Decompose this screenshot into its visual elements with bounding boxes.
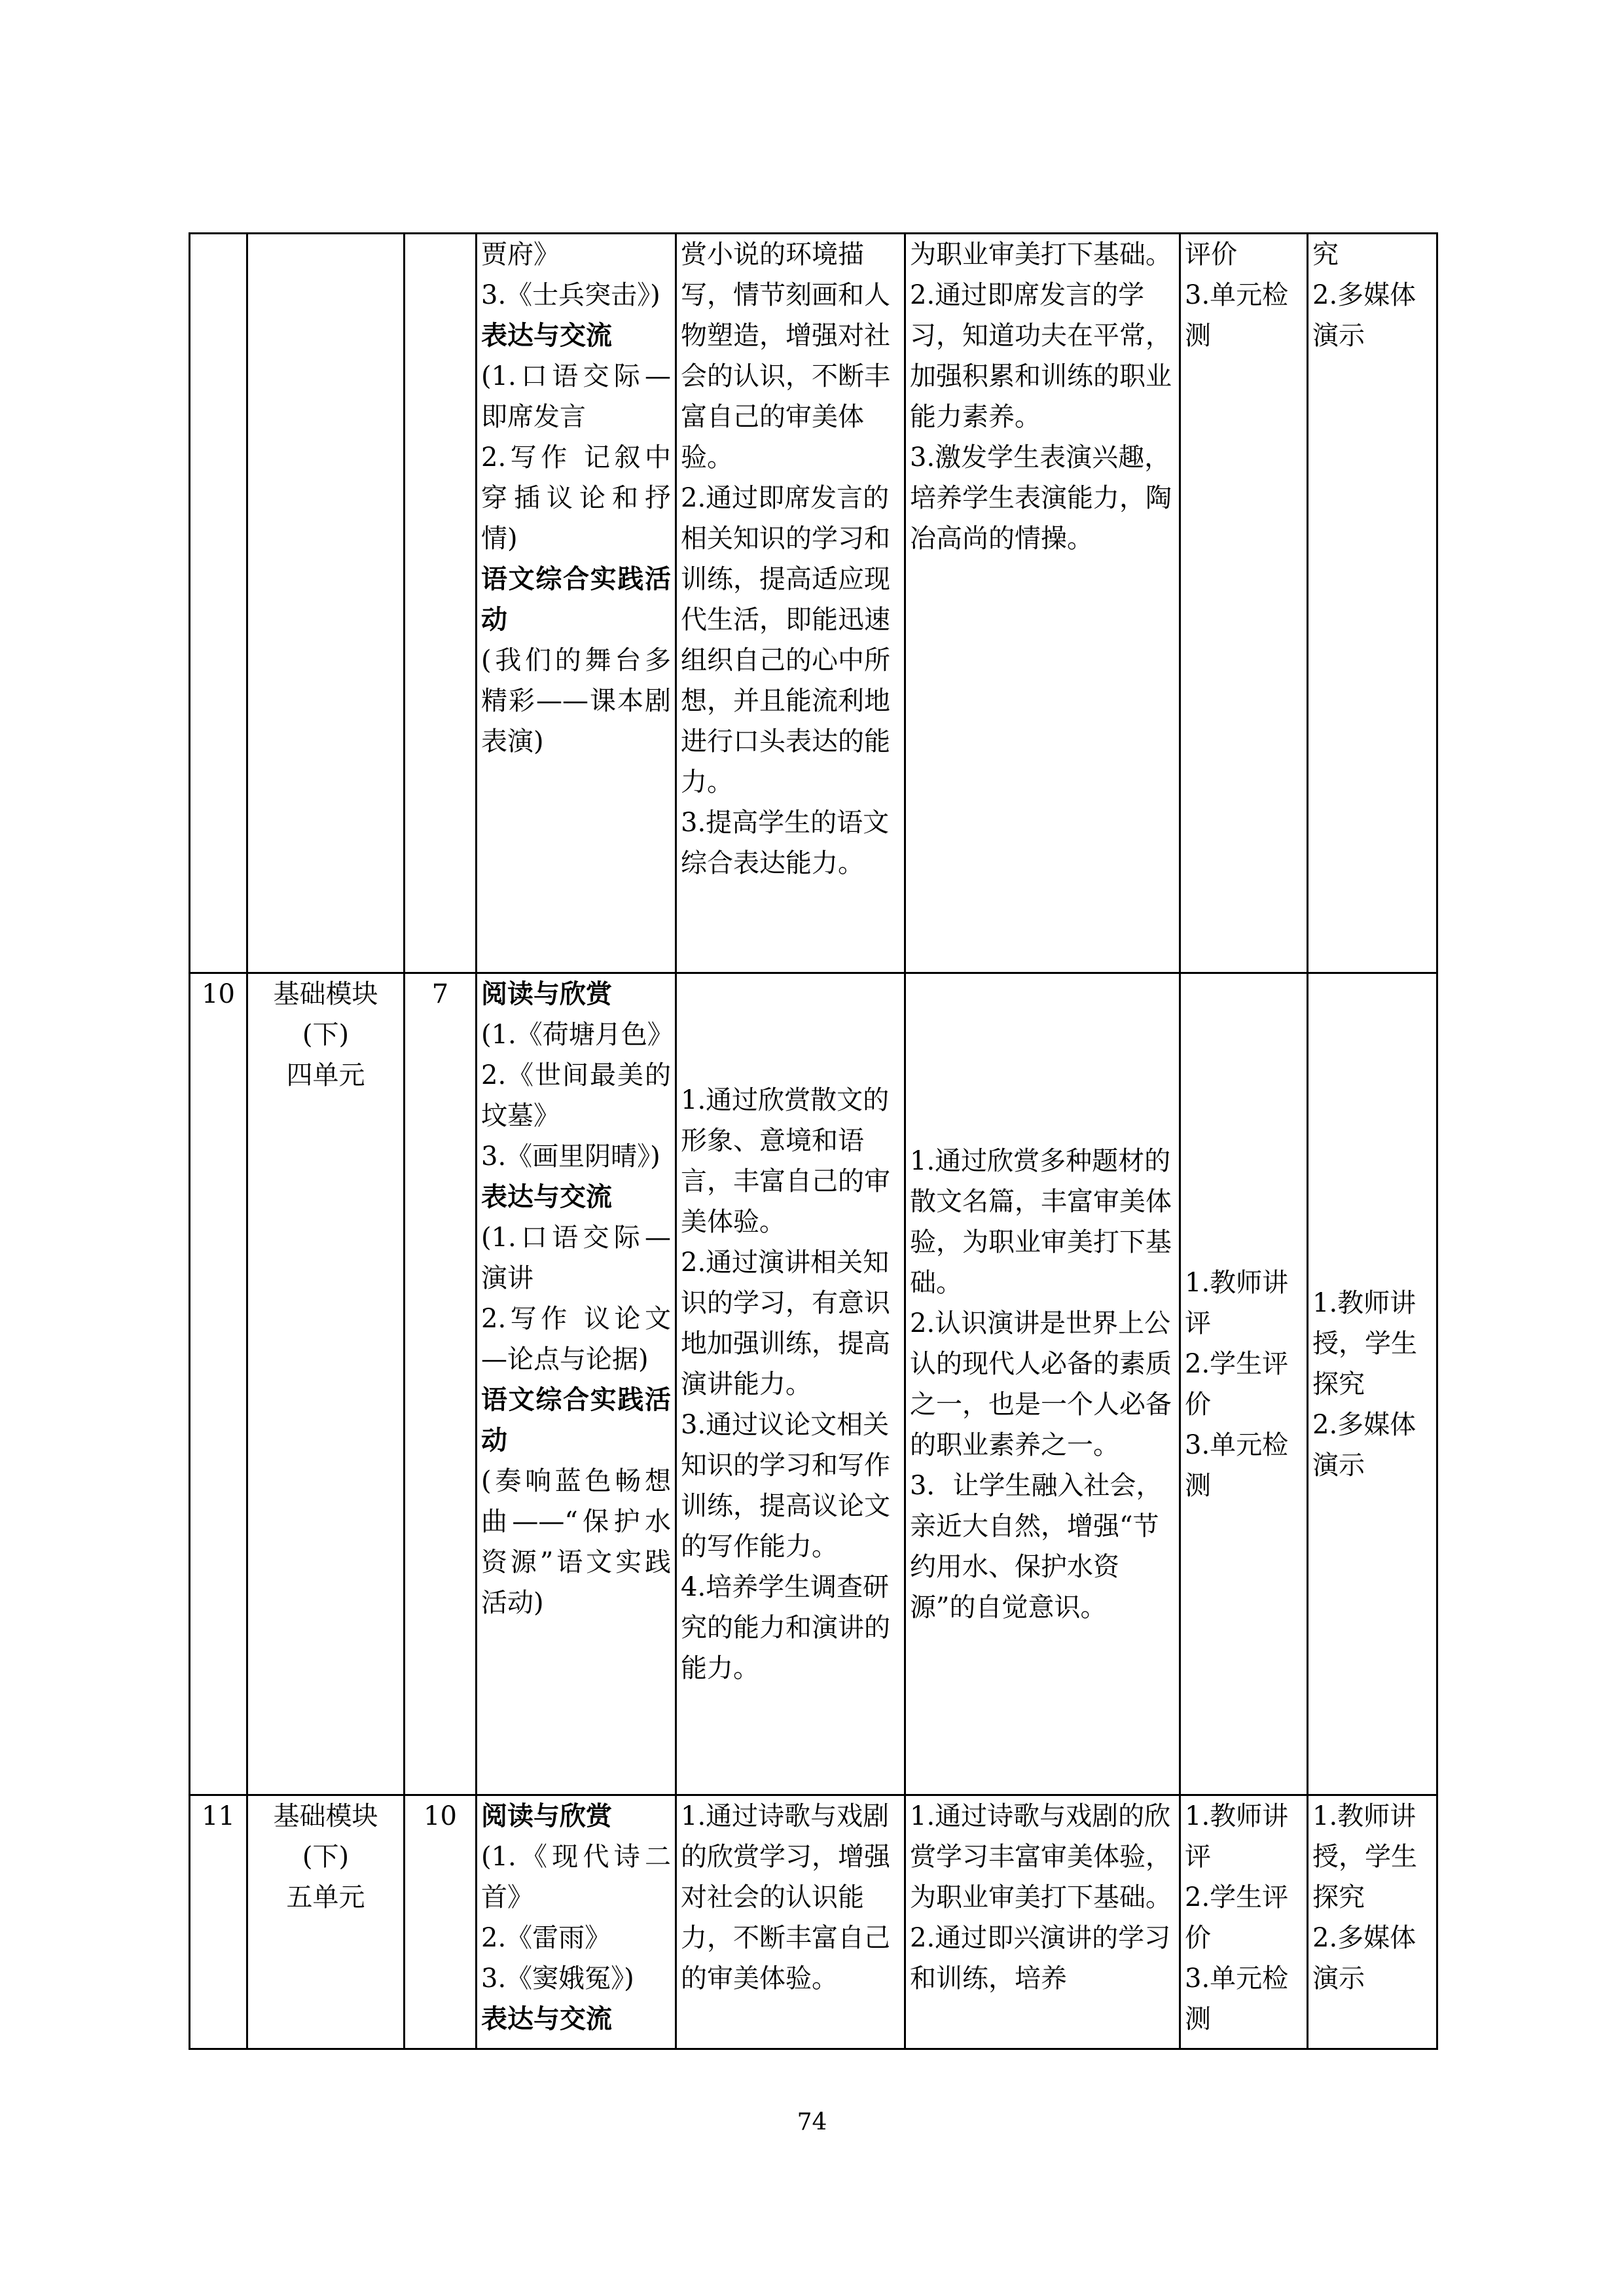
evaluation-text: 1.教师讲评 2.学生评价 3.单元检测	[1185, 1801, 1289, 2034]
module-line: 五单元	[286, 1882, 365, 1912]
goals-cell	[676, 234, 905, 973]
content-line: 2.写作 记叙中穿插议论和抒情)	[481, 442, 671, 554]
content-line: 3.《窦娥冤》)	[481, 1964, 634, 1994]
method-text: 1.教师讲授，学生探究 2.多媒体演示	[1312, 1801, 1417, 1994]
table-row	[190, 973, 1437, 1795]
literacy-cell	[905, 1795, 1180, 2049]
content-line: 2.《雷雨》	[481, 1923, 611, 1953]
content-line: (我们的舞台多精彩——课本剧表演)	[481, 645, 671, 757]
evaluation-cell	[1180, 973, 1308, 1795]
evaluation-text: 评价 3.单元检测	[1185, 240, 1289, 351]
content-line: (1.口语交际—演讲	[481, 1223, 671, 1293]
method-cell	[1308, 1795, 1437, 2049]
literacy-text: 1.通过欣赏多种题材的散文名篇，丰富审美体验，为职业审美打下基础。 2.认识演讲是世界上公认的现代人必备的素质之一，也是一个人必备的职业素养之一。 3．让学生融入社会，亲近大自然，增强“节约用水、保护水资源”的自觉意识。	[910, 1145, 1172, 1623]
goals-cell	[676, 1795, 905, 2049]
goals-text: 赏小说的环境描写，情节刻画和人物塑造，增强对社会的认识，不断丰富自己的审美体验。 2.通过即席发言的相关知识的学习和训练，提高适应现代生活，即能迅速组织自己的心中所想，并且能流利地进行口头表达的能力。 3.提高学生的语文综合表达能力。	[681, 240, 890, 878]
module-cell	[247, 1795, 405, 2049]
table-row	[190, 1795, 1437, 2049]
content-line: (1.《荷塘月色》	[481, 1020, 674, 1050]
evaluation-text: 1.教师讲评 2.学生评价 3.单元检测	[1185, 1267, 1289, 1501]
row-number	[190, 234, 247, 973]
evaluation-cell	[1180, 1795, 1308, 2049]
goals-cell	[676, 973, 905, 1795]
content-line: (1.《现代诗二首》	[481, 1842, 671, 1912]
module-line: 基础模块	[273, 979, 378, 1009]
method-cell	[1308, 973, 1437, 1795]
section-heading: 表达与交流	[481, 320, 612, 351]
content-line: (1.口语交际—即席发言	[481, 361, 671, 432]
content-line: 3.《士兵突击》)	[481, 280, 660, 310]
content-line: 3.《画里阴晴》)	[481, 1141, 660, 1172]
section-heading: 语文综合实践活动	[481, 1384, 671, 1456]
module-line: (下)	[302, 1842, 350, 1872]
literacy-cell	[905, 234, 1180, 973]
module-line: (下)	[302, 1020, 350, 1050]
literacy-text: 1.通过诗歌与戏剧的欣赏学习丰富审美体验，为职业审美打下基础。 2.通过即兴演讲的学习和训练，培养	[910, 1801, 1172, 1994]
content-line: 2.写作 议论文—论点与论据)	[481, 1304, 671, 1374]
page-number: 74	[797, 2109, 827, 2136]
module-cell	[247, 973, 405, 1795]
content-cell	[477, 973, 676, 1795]
literacy-cell	[905, 973, 1180, 1795]
hours-cell	[405, 234, 477, 973]
method-text: 1.教师讲授，学生探究 2.多媒体演示	[1312, 1287, 1417, 1480]
method-cell	[1308, 234, 1437, 973]
content-line: 2.《世间最美的坟墓》	[481, 1060, 671, 1131]
section-heading: 语文综合实践活动	[481, 564, 671, 635]
section-heading: 表达与交流	[481, 2003, 612, 2034]
content-cell	[477, 234, 676, 973]
content-cell	[477, 1795, 676, 2049]
goals-text: 1.通过诗歌与戏剧的欣赏学习，增强对社会的认识能力，不断丰富自己的审美体验。	[681, 1801, 890, 1994]
section-heading: 表达与交流	[481, 1181, 612, 1212]
section-heading: 阅读与欣赏	[481, 978, 612, 1009]
table-row	[190, 234, 1437, 973]
module-line: 基础模块	[273, 1801, 378, 1831]
hours-cell: 7	[405, 973, 477, 1795]
hours-cell: 10	[405, 1795, 477, 2049]
method-text: 究 2.多媒体演示	[1312, 240, 1416, 351]
curriculum-table	[189, 232, 1438, 2050]
section-heading: 阅读与欣赏	[481, 1801, 612, 1831]
content-line: 贾府》	[481, 240, 560, 270]
row-number: 10	[190, 973, 247, 1795]
evaluation-cell	[1180, 234, 1308, 973]
row-number: 11	[190, 1795, 247, 2049]
goals-text: 1.通过欣赏散文的形象、意境和语言，丰富自己的审美体验。 2.通过演讲相关知识的学习，有意识地加强训练，提高演讲能力。 3.通过议论文相关知识的学习和写作训练，提高议论文的写作能力。 4.培养学生调查研究的能力和演讲的能力。	[681, 1085, 890, 1683]
module-cell	[247, 234, 405, 973]
literacy-text: 为职业审美打下基础。 2.通过即席发言的学习，知道功夫在平常，加强积累和训练的职业能力素养。 3.激发学生表演兴趣，培养学生表演能力，陶冶高尚的情操。	[910, 240, 1172, 554]
module-line: 四单元	[286, 1060, 365, 1090]
content-line: (奏响蓝色畅想曲——“保护水资源”语文实践活动)	[481, 1466, 671, 1618]
